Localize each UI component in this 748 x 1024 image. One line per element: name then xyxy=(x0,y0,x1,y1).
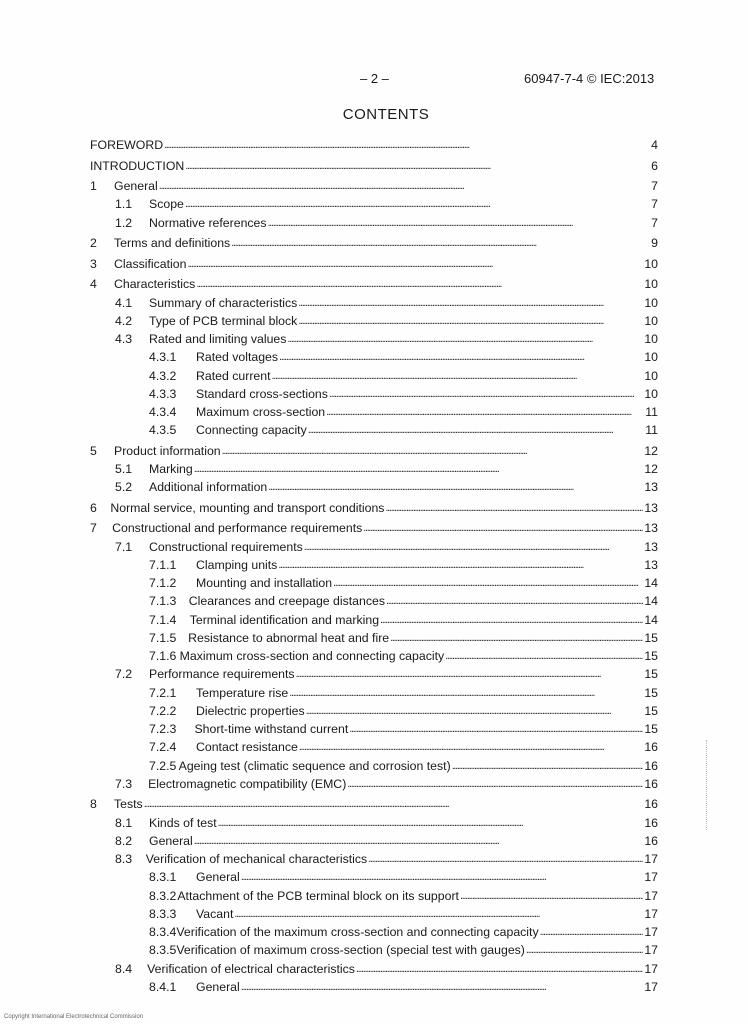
toc-entry-label: Short-time withstand current xyxy=(194,722,349,737)
toc-entry-page: 14 xyxy=(644,594,658,609)
toc-entry-number: 8.3.5 xyxy=(149,943,177,958)
dot-leader xyxy=(329,384,643,403)
toc-entry-page: 15 xyxy=(644,630,658,645)
dot-leader xyxy=(386,591,643,610)
toc-entry-number: 5 xyxy=(90,443,97,458)
toc-entry-label: Clearances and creepage distances xyxy=(188,594,385,609)
toc-entry-page: 15 xyxy=(644,722,658,737)
toc-entry[interactable] xyxy=(90,255,658,273)
toc-entry-page: 10 xyxy=(644,332,658,346)
toc-entry-label: Ageing test (climatic sequence and corrosion test) xyxy=(178,758,451,773)
dot-leader xyxy=(452,756,644,775)
toc-entry-page: 17 xyxy=(644,852,658,867)
toc-entry[interactable] xyxy=(149,385,658,403)
toc-entry[interactable] xyxy=(149,738,658,756)
toc-entry-page: 13 xyxy=(644,557,658,572)
toc-entry-number: 6 xyxy=(90,500,97,515)
toc-entry-number: 8 xyxy=(90,797,97,812)
toc-entry[interactable] xyxy=(149,978,658,996)
toc-entry-label: Rated and limiting values xyxy=(149,332,287,346)
toc-entry[interactable] xyxy=(115,832,658,850)
dot-leader xyxy=(349,719,643,738)
dot-leader xyxy=(526,940,643,959)
toc-entry-page: 16 xyxy=(644,833,658,848)
toc-entry-page: 11 xyxy=(645,405,658,419)
toc-entry-number: 1.1 xyxy=(115,197,133,212)
toc-entry[interactable] xyxy=(149,629,658,647)
toc-entry-page: 16 xyxy=(644,776,658,791)
toc-entry-page: 17 xyxy=(644,870,658,885)
toc-entry[interactable] xyxy=(149,592,658,610)
toc-entry-label: Connecting capacity xyxy=(196,423,307,438)
toc-entry[interactable] xyxy=(115,850,658,868)
toc-entry-page: 14 xyxy=(644,576,658,591)
toc-entry-page: 16 xyxy=(644,815,658,830)
toc-entry[interactable] xyxy=(149,702,658,720)
dot-leader xyxy=(380,610,643,629)
dot-leader xyxy=(326,402,644,421)
toc-entry[interactable] xyxy=(149,684,658,702)
toc-entry-page: 10 xyxy=(644,368,658,383)
dot-leader xyxy=(390,628,643,647)
dot-leader xyxy=(272,366,644,385)
toc-entry-page: 15 xyxy=(644,649,658,664)
toc-entry-number: 4.3.2 xyxy=(149,368,177,383)
toc-entry-page: 13 xyxy=(644,500,658,515)
toc-entry[interactable] xyxy=(115,460,658,478)
dot-leader xyxy=(241,867,644,886)
toc-entry-page: 10 xyxy=(644,313,658,328)
dot-leader xyxy=(289,683,643,702)
toc-entry[interactable] xyxy=(115,294,658,312)
toc-entry[interactable] xyxy=(149,887,658,905)
dot-leader xyxy=(196,274,643,293)
toc-entry-number: 5.1 xyxy=(115,462,133,477)
toc-entry-number: 7.1.5 xyxy=(149,630,177,645)
dot-leader xyxy=(363,518,643,537)
toc-entry-label: Additional information xyxy=(149,480,268,495)
toc-entry-label: General xyxy=(196,979,240,994)
toc-entry-label: Terms and definitions xyxy=(114,236,231,251)
toc-entry[interactable] xyxy=(115,960,658,978)
dot-leader xyxy=(460,886,643,905)
dot-leader xyxy=(234,904,643,923)
toc-entry-number: 8.4 xyxy=(115,961,133,976)
toc-entry-label: Verification of the maximum cross-section and connecting capacity xyxy=(176,925,539,940)
toc-entry-page: 7 xyxy=(651,215,658,230)
standard-reference: 60947-7-4 © IEC:2013 xyxy=(524,71,655,86)
toc-entry-label: Temperature rise xyxy=(196,685,289,700)
toc-entry-page: 16 xyxy=(644,797,658,812)
toc-entry[interactable] xyxy=(149,720,658,738)
dot-leader xyxy=(299,737,643,756)
toc-entry-page: 11 xyxy=(645,423,658,438)
toc-entry[interactable] xyxy=(149,868,658,886)
toc-entry-number: 4 xyxy=(90,277,97,292)
toc-entry-label: Kinds of test xyxy=(149,815,217,830)
dot-leader xyxy=(241,977,644,996)
toc-entry-label: Verification of mechanical characteristics xyxy=(145,852,368,867)
page-title: CONTENTS xyxy=(342,106,430,123)
toc-entry-number: 8.3.2 xyxy=(149,888,177,903)
toc-entry[interactable] xyxy=(149,403,658,421)
dot-leader xyxy=(304,537,644,556)
toc-entry-page: 9 xyxy=(651,236,658,251)
toc-entry[interactable] xyxy=(90,157,658,175)
dot-leader xyxy=(368,849,643,868)
toc-entry-label: Tests xyxy=(114,797,143,812)
toc-entry[interactable] xyxy=(115,214,658,232)
toc-entry[interactable] xyxy=(149,611,658,629)
dot-leader xyxy=(222,441,644,460)
dot-leader xyxy=(287,329,643,348)
toc-entry-label: Normal service, mounting and transport conditions xyxy=(110,500,385,515)
toc-entry[interactable] xyxy=(90,275,658,293)
toc-entry-page: 12 xyxy=(644,462,658,477)
toc-entry-number: 4.3.1 xyxy=(149,350,177,365)
dot-leader xyxy=(333,573,643,592)
toc-entry[interactable] xyxy=(149,923,658,941)
toc-entry[interactable] xyxy=(149,556,658,574)
toc-entry-label: Classification xyxy=(114,256,187,271)
toc-entry-number: 4.1 xyxy=(115,295,133,310)
toc-entry-label: Maximum cross-section xyxy=(196,405,326,419)
toc-entry[interactable] xyxy=(149,647,658,665)
toc-entry-label: General xyxy=(114,179,158,194)
toc-entry[interactable] xyxy=(115,814,658,832)
toc-entry-number: 7.3 xyxy=(115,776,133,791)
toc-entry-label: Performance requirements xyxy=(149,667,295,682)
toc-entry-page: 15 xyxy=(644,703,658,718)
toc-entry-number: 7.1.1 xyxy=(149,557,177,572)
toc-entry-label: Product information xyxy=(114,443,221,458)
toc-entry-page: 15 xyxy=(644,667,658,682)
toc-entry-page: 15 xyxy=(644,685,658,700)
toc-entry-number: 8.3 xyxy=(115,852,133,867)
toc-entry[interactable] xyxy=(90,177,658,195)
toc-entry-number: 4.3 xyxy=(115,332,133,346)
copyright-footer: Copyright International Electrotechnical Commission xyxy=(4,1014,144,1020)
toc-entry-number: 7.1.6 xyxy=(149,649,177,664)
toc-entry-number: 5.2 xyxy=(115,480,133,495)
toc-entry-label: Constructional and performance requirements xyxy=(112,521,363,536)
dot-leader xyxy=(194,459,644,478)
toc-entry-number: 8.3.4 xyxy=(149,925,177,940)
dot-leader xyxy=(278,555,643,574)
toc-entry-page: 7 xyxy=(651,179,658,194)
toc-entry[interactable] xyxy=(90,795,658,813)
toc-entry-page: 7 xyxy=(651,197,658,212)
toc-entry-number: 2 xyxy=(90,236,97,251)
toc-entry-label: Summary of characteristics xyxy=(149,295,298,310)
toc-entry[interactable] xyxy=(149,421,658,439)
toc-entry-page: 16 xyxy=(644,740,658,755)
toc-entry-label: Resistance to abnormal heat and fire xyxy=(188,630,390,645)
toc-entry-number: 7.2.2 xyxy=(149,703,177,718)
toc-entry-number: 4.3.4 xyxy=(149,405,177,419)
toc-entry-page: 17 xyxy=(644,888,658,903)
toc-entry-label: Maximum cross-section and connecting capacity xyxy=(179,649,445,664)
toc-entry-label: Scope xyxy=(149,197,184,212)
toc-entry-number: 8.3.1 xyxy=(149,870,177,885)
dot-leader xyxy=(445,646,643,665)
toc-entry-page: 16 xyxy=(644,758,658,773)
toc-entry[interactable] xyxy=(115,775,658,793)
dot-leader xyxy=(540,922,644,941)
toc-entry-page: 10 xyxy=(644,256,658,271)
toc-entry-label: General xyxy=(196,870,240,885)
toc-entry[interactable] xyxy=(115,478,658,496)
toc-entry-label: Rated current xyxy=(196,368,271,383)
dot-leader xyxy=(218,813,644,832)
toc-entry-label: Electromagnetic compatibility (EMC) xyxy=(148,776,347,791)
toc-entry-label: Type of PCB terminal block xyxy=(149,313,298,328)
toc-entry-page: 13 xyxy=(644,539,658,554)
toc-entry-page: 10 xyxy=(644,350,658,365)
toc-entry[interactable] xyxy=(115,330,658,348)
toc-entry-label: Contact resistance xyxy=(196,740,298,755)
toc-entry-label: INTRODUCTION xyxy=(90,158,185,173)
toc-entry-number: 7.1.4 xyxy=(149,612,177,627)
dot-leader xyxy=(356,959,643,978)
dot-leader xyxy=(144,794,644,813)
dot-leader xyxy=(347,774,643,793)
toc-entry-label: Dielectric properties xyxy=(196,703,305,718)
toc-entry[interactable] xyxy=(90,442,658,460)
toc-entry-number: 3 xyxy=(90,256,97,271)
toc-entry-number: 4.3.5 xyxy=(149,423,177,438)
toc-entry-label: Terminal identification and marking xyxy=(189,612,380,627)
toc-entry-page: 17 xyxy=(644,961,658,976)
toc-entry-number: 8.4.1 xyxy=(149,979,177,994)
dot-leader xyxy=(296,664,644,683)
toc-entry-label: Characteristics xyxy=(114,277,196,292)
dot-leader xyxy=(187,254,643,273)
toc-entry[interactable] xyxy=(115,538,658,556)
toc-entry[interactable] xyxy=(90,136,658,154)
toc-entry[interactable] xyxy=(149,367,658,385)
toc-entry-number: 7.1 xyxy=(115,539,133,554)
dot-leader xyxy=(268,477,643,496)
toc-entry-label: General xyxy=(149,833,193,848)
toc-entry-label: Mounting and installation xyxy=(196,576,333,591)
toc-entry[interactable] xyxy=(90,519,658,537)
page-number: – 2 – xyxy=(360,71,389,86)
toc-entry-page: 10 xyxy=(644,277,658,292)
toc-entry[interactable] xyxy=(149,941,658,959)
toc-entry-page: 17 xyxy=(644,925,658,940)
dot-leader xyxy=(185,156,650,175)
toc-entry-number: 7.1.2 xyxy=(149,576,177,591)
toc-entry[interactable] xyxy=(149,348,658,366)
toc-entry[interactable] xyxy=(149,757,658,775)
dot-leader xyxy=(298,311,643,330)
toc-entry-label: Attachment of the PCB terminal block on its support xyxy=(177,888,459,903)
toc-entry-page: 6 xyxy=(651,158,658,173)
dot-leader xyxy=(194,831,644,850)
dot-leader xyxy=(159,176,650,195)
dot-leader xyxy=(164,135,650,154)
toc-entry-label: Verification of maximum cross-section (special test with gauges) xyxy=(176,943,525,958)
toc-entry-label: Rated voltages xyxy=(196,350,279,365)
toc-entry[interactable] xyxy=(149,574,658,592)
toc-entry-number: 7.2 xyxy=(115,667,133,682)
toc-entry-page: 17 xyxy=(644,906,658,921)
toc-entry-number: 1.2 xyxy=(115,215,133,230)
toc-entry[interactable] xyxy=(90,499,658,517)
toc-entry[interactable] xyxy=(115,195,658,213)
toc-entry-page: 13 xyxy=(644,521,658,536)
toc-entry-label: Vacant xyxy=(196,906,234,921)
toc-entry-page: 13 xyxy=(644,480,658,495)
dot-leader xyxy=(308,420,644,439)
toc-entry-number: 7.2.1 xyxy=(149,685,177,700)
toc-entry-page: 10 xyxy=(644,295,658,310)
toc-entry[interactable] xyxy=(115,665,658,683)
toc-entry[interactable] xyxy=(90,234,658,252)
toc-entry-label: Normative references xyxy=(149,215,267,230)
toc-entry-page: 17 xyxy=(644,943,658,958)
toc-entry-number: 7.2.5 xyxy=(149,758,177,773)
toc-entry-label: Constructional requirements xyxy=(149,539,303,554)
dot-leader xyxy=(279,347,643,366)
toc-entry-number: 7.2.4 xyxy=(149,740,177,755)
toc-entry-label: Clamping units xyxy=(196,557,278,572)
dot-leader xyxy=(185,194,650,213)
dot-leader xyxy=(268,213,651,232)
toc-entry-number: 7.1.3 xyxy=(149,594,177,609)
toc-entry-label: Standard cross-sections xyxy=(196,386,328,401)
toc-entry-label: FOREWORD xyxy=(90,138,164,152)
toc-entry[interactable] xyxy=(149,905,658,923)
toc-entry-number: 8.3.3 xyxy=(149,906,177,921)
toc-entry-label: Marking xyxy=(149,462,193,477)
margin-mark xyxy=(706,740,709,830)
toc-entry-page: 4 xyxy=(651,138,658,152)
dot-leader xyxy=(306,701,644,720)
toc-entry-page: 17 xyxy=(644,979,658,994)
toc-entry-number: 1 xyxy=(90,179,97,194)
toc-entry-number: 8.2 xyxy=(115,833,133,848)
toc-entry[interactable] xyxy=(115,312,658,330)
toc-entry-number: 7.2.3 xyxy=(149,722,177,737)
toc-entry-page: 14 xyxy=(644,612,658,627)
toc-entry-number: 4.3.3 xyxy=(149,386,177,401)
toc-entry-number: 8.1 xyxy=(115,815,133,830)
toc-entry-page: 10 xyxy=(644,386,658,401)
dot-leader xyxy=(385,498,643,517)
dot-leader xyxy=(231,233,650,252)
toc-entry-page: 12 xyxy=(644,443,658,458)
toc-entry-label: Verification of electrical characteristics xyxy=(147,961,355,976)
toc-entry-number: 4.2 xyxy=(115,313,133,328)
toc-entry-number: 7 xyxy=(90,521,97,536)
dot-leader xyxy=(298,293,643,312)
